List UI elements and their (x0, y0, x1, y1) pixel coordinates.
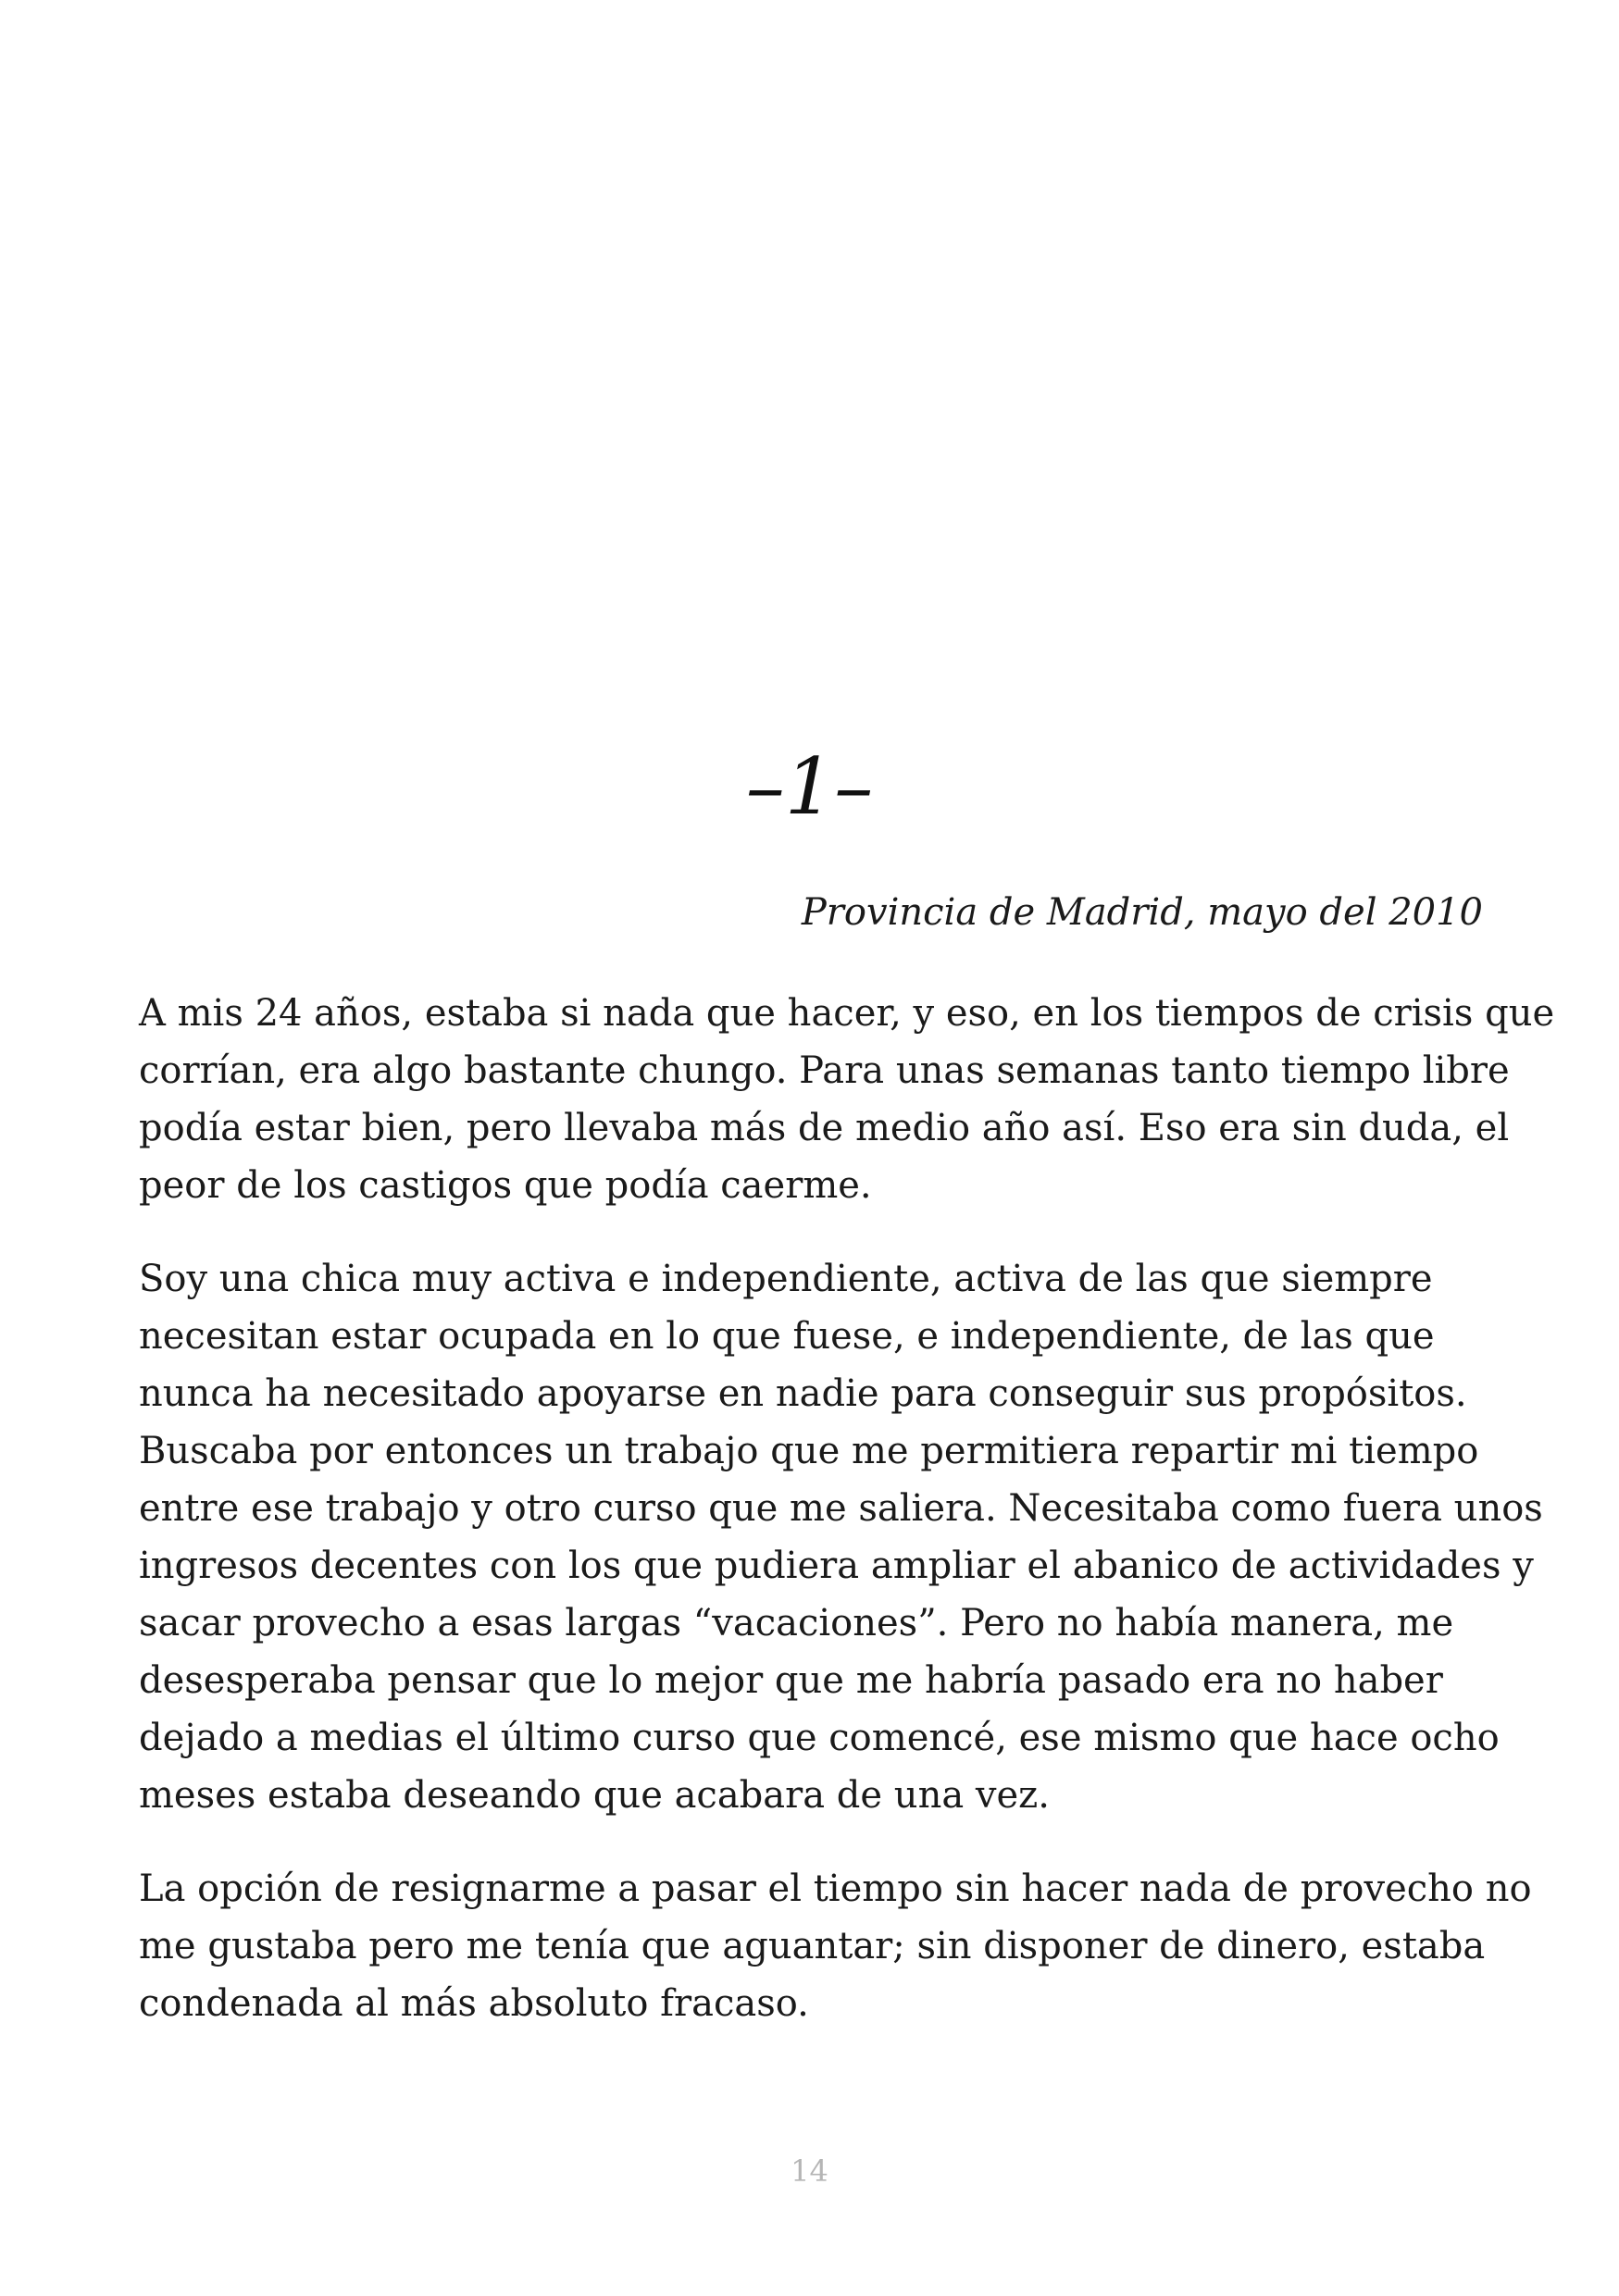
text-line: condenada al más absoluto fracaso. (139, 1982, 809, 2025)
text-line: meses estaba deseando que acabara de una vez. (139, 1774, 1050, 1817)
text-line: Buscaba por entonces un trabajo que me permitiera repartir mi tiempo (139, 1430, 1479, 1472)
paragraph (139, 985, 1555, 1214)
place-date-epigraph: Provincia de Madrid, mayo del 2010 (801, 891, 1483, 934)
text-line: me gustaba pero me tenía que aguantar; sin disponer de dinero, estaba (139, 1925, 1486, 1967)
paragraph (139, 1860, 1532, 2032)
text-line: dejado a medias el último curso que comencé, ese mismo que hace ocho (139, 1717, 1500, 1759)
text-line: necesitan estar ocupada en lo que fuese, e independiente, de las que (139, 1315, 1435, 1358)
text-line: La opción de resignarme a pasar el tiempo sin hacer nada de provecho no (139, 1868, 1532, 1910)
text-line: corrían, era algo bastante chungo. Para unas semanas tanto tiempo libre (139, 1049, 1510, 1092)
text-line: desesperaba pensar que lo mejor que me habría pasado era no haber (139, 1659, 1443, 1702)
text-line: ingresos decentes con los que pudiera ampliar el abanico de actividades y (139, 1545, 1534, 1587)
text-line: peor de los castigos que podía caerme. (139, 1164, 872, 1207)
text-line: A mis 24 años, estaba si nada que hacer, y eso, en los tiempos de crisis que (139, 992, 1555, 1035)
paragraph (139, 1250, 1543, 1824)
body-text (139, 985, 1555, 2068)
text-line: Soy una chica muy activa e independiente, activa de las que siempre (139, 1258, 1433, 1300)
text-line: entre ese trabajo y otro curso que me saliera. Necesitaba como fuera unos (139, 1487, 1543, 1530)
text-line: sacar provecho a esas largas “vacaciones”. Pero no había manera, me (139, 1602, 1454, 1644)
text-line: nunca ha necesitado apoyarse en nadie para conseguir sus propósitos. (139, 1372, 1467, 1415)
text-line: podía estar bien, pero llevaba más de medio año así. Eso era sin duda, el (139, 1107, 1510, 1149)
chapter-number: –1– (745, 741, 874, 832)
page-number: 14 (791, 2153, 828, 2189)
